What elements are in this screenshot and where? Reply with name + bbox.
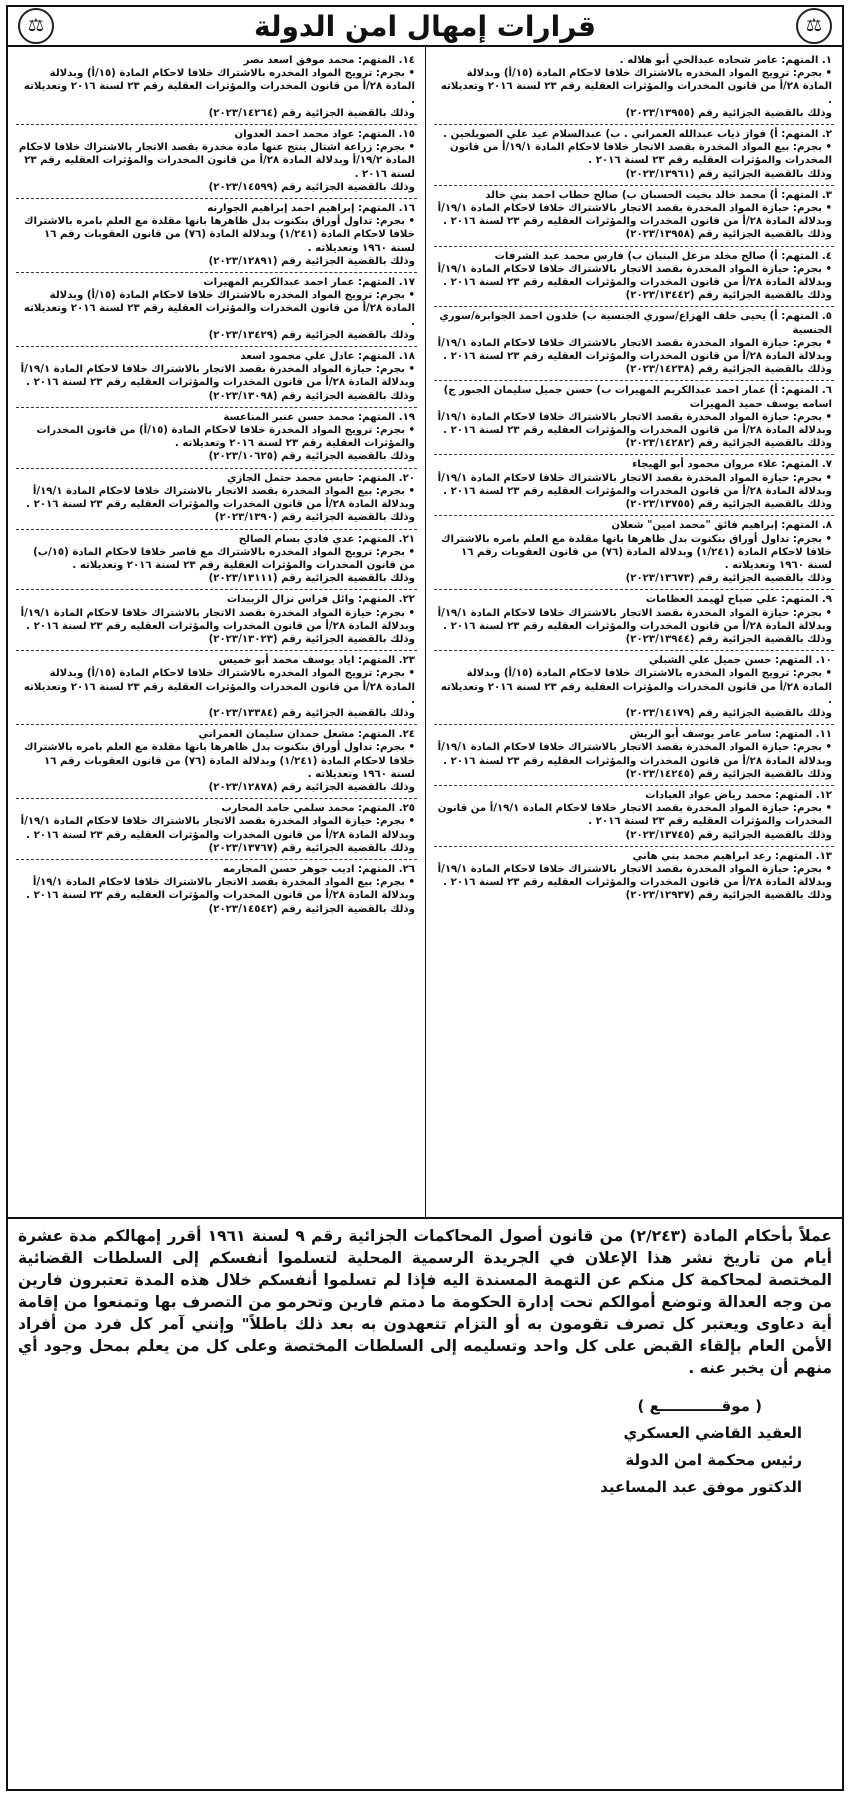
defendant-name: ١٥. المتهم: عواد محمد احمد العدوان [234, 129, 415, 141]
charge-text: • بجرم: ترويج المواد المخدره بالاشتراك خلافا لاحكام المادة (١٥/أ) وبدلالة المادة ٢٨/أ من قانون المخدرات والمؤثرات العقلية رقم ٢٣ لسنة ٢٠١٦ وتعديلاته . [23, 68, 415, 106]
defendant-name: ١٠. المتهم: حسن جميل علي الشبلي [648, 655, 832, 667]
case-number: وذلك بالقضية الجزائية رقم (٢٠٢٣/١٤٥٩٩) [208, 181, 415, 193]
announcement-page [6, 5, 844, 1791]
decision-entry [434, 847, 834, 907]
case-number: وذلك بالقضية الجزائية رقم (٢٠٢٣/١٣٧٥٥) [625, 499, 832, 511]
header-bar [8, 7, 842, 47]
defendant-name: ١٨. المتهم: عادل علي محمود اسعد [240, 351, 415, 363]
case-number: وذلك بالقضية الجزائية رقم (٢٠٢٣/١٣٩٠) [214, 512, 415, 524]
charge-text: • بجرم: حيازة المواد المخدرة بقصد الاتجار بالاشتراك خلافا لاحكام المادة ١٩/١/أ وبدلالة المادة ٢٨/أ من قانون المخدرات والمؤثرات العقليه رقم ٢٣ لسنة ٢٠١٦ . [437, 863, 832, 889]
charge-text: • بجرم: حيازة المواد المخدرة بقصد الاتجار بالاشتراك خلافا لاحكام المادة ١٩/١/أ وبدلالة المادة ٢٨/أ من قانون المخدرات والمؤثرات العقليه رقم ٢٣ لسنة ٢٠١٦ . [437, 411, 832, 437]
decision-entry [16, 347, 417, 408]
case-number: وذلك بالقضية الجزائية رقم (٢٠٢٣/١٣١١١) [208, 573, 415, 585]
decision-entry [16, 469, 417, 530]
decision-entry [16, 799, 417, 860]
court-emblem-icon: ⚖ [18, 8, 54, 44]
case-number: وذلك بالقضية الجزائية رقم (٢٠٢٣/١٤٢٨٢) [625, 438, 832, 450]
notice-section [8, 1219, 842, 1501]
case-number: وذلك بالقضية الجزائية رقم (٢٠٢٣/١٣٩٦١) [625, 168, 832, 180]
decision-entry [16, 725, 417, 799]
charge-text: • بجرم: ترويج المواد المخدرة خلافا لاحكام المادة (١٥/أ) من قانون المخدرات والمؤثرات العقلية رقم ٢٣ لسنة ٢٠١٦ وتعديلاته . [36, 425, 415, 450]
left-column [8, 47, 425, 1217]
case-number: وذلك بالقضية الجزائية رقم (٢٠٢٣/١٤٢٤٥) [625, 768, 832, 780]
defendant-name: ١٦. المتهم: إبراهيم احمد إبراهيم الجوارنه [207, 203, 415, 215]
charge-text: • بجرم: ترويج المواد المخدره بالاشتراك مع قاصر خلافا لاحكام المادة (١٥/ب) من قانون المخدرات والمؤثرات العقلية رقم ٢٣ لسنة ٢٠١٦ وتعديلاته . [33, 546, 415, 571]
signatory-rank: العقيد القاضي العسكري [623, 1424, 802, 1442]
charge-text: • بجرم: حيازة المواد المخدرة بقصد الاتجار بالاشتراك خلافا لاحكام المادة ١٩/١/أ وبدلالة المادة ٢٨/أ من قانون المخدرات والمؤثرات العقليه رقم ٢٣ لسنة ٢٠١٦ . [437, 742, 832, 767]
defendant-name: ٢٠. المتهم: حابس محمد حتمل الجازي [226, 472, 415, 484]
decision-entry [16, 51, 417, 125]
defendant-name: ٥. المتهم: أ) يحيى خلف الهزاع/سوري الجنسية ب) خلدون احمد الجوابرة/سوري الجنسية [439, 311, 832, 336]
signature-block [18, 1393, 832, 1501]
charge-text: • بجرم: حيازة المواد المخدرة بقصد الاتجار بالاشتراك خلافا لاحكام المادة ١٩/١/أ وبدلالة المادة ٢٨/أ من قانون المخدرات والمؤثرات العقليه رقم ٢٣ لسنة ٢٠١٦ . [437, 607, 832, 632]
charge-text: • بجرم: زراعة اشتال ينتج عنها مادة مخدرة بقصد الاتجار بالاشتراك خلافا لاحكام المادة ١٩/٢/أ وبدلالة المادة ٢٨/أ من قانون المخدرات والمؤثرات العقليه رقم ٢٣ لسنة ٢٠١٦ . [18, 142, 415, 180]
defendant-name: ٤. المتهم: أ) صالح مخلد مزعل البنيان ب) فارس محمد عبد الشرفات [494, 250, 832, 262]
defendant-name: ١٩. المتهم: محمد حسن عنبر المناعسة [223, 411, 415, 423]
defendant-name: ٧. المتهم: علاء مروان محمود أبو الهيجاء [632, 459, 832, 471]
case-number: وذلك بالقضية الجزائية رقم (٢٠٢٣/١٣٧٦٧) [208, 842, 415, 854]
case-number: وذلك بالقضية الجزائية رقم (٢٠٢٣/١٢٨٧٨) [208, 781, 415, 793]
defendant-name: ٢٣. المتهم: اياد يوسف محمد أبو خميس [218, 655, 415, 667]
defendant-name: ١١. المتهم: سامر عامر يوسف أبو الريش [629, 729, 832, 741]
decision-entry [434, 455, 834, 516]
defendant-name: ١٧. المتهم: عمار احمد عبدالكريم المهيرات [203, 277, 415, 289]
case-number: وذلك بالقضية الجزائية رقم (٢٠٢٣/١٣٧٤٥) [625, 829, 832, 841]
decision-entry [434, 247, 834, 308]
case-number: وذلك بالقضية الجزائية رقم (٢٠٢٣/١٣٩٥٥) [625, 107, 832, 119]
charge-text: • بجرم: حيازة المواد المخدرة بقصد الاتجار بالاشتراك خلافا لاحكام المادة ١٩/١/أ وبدلالة المادة ٢٨/أ من قانون المخدرات والمؤثرات العقليه رقم ٢٣ لسنة ٢٠١٦ . [20, 607, 415, 632]
decision-entry [434, 516, 834, 590]
notice-text: عملاً بأحكام المادة (٢/٢٤٣) من قانون أصول المحاكمات الجزائية رقم ٩ لسنة ١٩٦١ أقرر إمهالكم مدة عشرة أيام من تاريخ نشر هذا الإعلان في الجريدة الرسمية المحلية لتسلموا أنفسكم إلى السلطات القضائية المختصة لمحاكمة كل منكم عن التهمة المسندة اليه فإذا لم تسلموا أنفسكم خلال هذه المدة تعتبرون فارين من وجه العدالة وتوضع أموالكم تحت إدارة الحكومة ما دمتم فارين وتحرمو من التصرف بها وتمنعوا من إقامة أية دعاوى ويعتبر كل تصرف تقومون به أو التزام تتعهدون به بعد ذلك باطلاً" وإنني آمر كل فرد من أفراد الأمن العام بإلقاء القبض على كل واحد وتسليمه إلى السلطات المختصة وعلى كل من يعلم بمحل وجود أي منهم أن يخبر عنه . [18, 1227, 832, 1377]
defendant-name: ١٢. المتهم: محمد رياض عواد العيادات [645, 789, 832, 801]
defendant-name: ١٤. المتهم: محمد موفق اسعد نصر [243, 55, 415, 66]
case-number: وذلك بالقضية الجزائية رقم (٢٠٢٣/١٤٢٦٤) [208, 107, 415, 119]
defendant-name: ٢. المتهم: أ) فواز ذياب عبدالله العمراني . ب) عبدالسلام عيد علي الصويلحين . [443, 129, 832, 141]
charge-text: • بجرم: حيازة المواد المخدرة بقصد الاتجار بالاشتراك خلافا لاحكام المادة ١٩/١/أ وبدلالة المادة ٢٨/أ من قانون المخدرات والمؤثرات العقليه رقم ٢٣ لسنة ٢٠١٦ . [437, 337, 832, 363]
decision-entry [434, 651, 834, 725]
charge-text: • بجرم: بيع المواد المخدرة بقصد الاتجار خلافا لاحكام المادة ١٩/١/أ من قانون المخدرات والمؤثرات العقليه رقم ٢٣ لسنة ٢٠١٦ . [450, 142, 832, 167]
defendant-name: ١. المتهم: عامر شحاده عبدالحي أبو هلاله . [619, 55, 832, 66]
defendant-name: ٨. المتهم: إبراهيم فائق "محمد امين" شعلان [611, 520, 832, 532]
decision-entry [434, 125, 834, 186]
decision-entry [434, 307, 834, 381]
signatory-position: رئيس محكمة امن الدولة [625, 1451, 802, 1469]
decision-entry [434, 381, 834, 455]
charge-text: • بجرم: حيازة المواد المخدرة بقصد الاتجار بالاشتراك خلافا لاحكام المادة ١٩/١/أ وبدلالة المادة ٢٨/أ من قانون المخدرات والمؤثرات العقليه رقم ٢٣ لسنة ٢٠١٦ . [20, 364, 415, 389]
decisions-columns [8, 47, 842, 1219]
charge-text: • بجرم: ترويج المواد المخدره بالاشتراك خلافا لاحكام المادة (١٥/أ) وبدلالة المادة ٢٨/أ من قانون المخدرات والمؤثرات العقلية رقم ٢٣ لسنة ٢٠١٦ وتعديلاته . [23, 290, 415, 328]
case-number: وذلك بالقضية الجزائية رقم (٢٠٢٣/١٣٣٨٤) [208, 707, 415, 719]
decision-entry [16, 530, 417, 591]
charge-text: • بجرم: ترويج المواد المخدره بالاشتراك خلافا لاحكام المادة (١٥/أ) وبدلالة المادة ٢٨/أ من قانون المخدرات والمؤثرات العقلية رقم ٢٣ لسنة ٢٠١٦ وتعديلاته . [440, 68, 832, 106]
case-number: وذلك بالقضية الجزائية رقم (٢٠٢٣/١٣٩٥٨) [625, 229, 832, 241]
case-number: وذلك بالقضية الجزائية رقم (٢٠٢٣/١٣٦٧٣) [625, 573, 832, 585]
defendant-name: ٢١. المتهم: عدي فادي بسام الصالح [238, 533, 415, 545]
charge-text: • بجرم: حيازة المواد المخدرة بقصد الاتجار بالاشتراك خلافا لاحكام المادة ١٩/١/أ وبدلالة المادة ٢٨/أ من قانون المخدرات والمؤثرات العقليه رقم ٢٣ لسنة ٢٠١٦ . [437, 263, 832, 289]
decision-entry [16, 651, 417, 725]
defendant-name: ٢٥. المتهم: محمد سلمي حامد المحارب [221, 803, 415, 815]
case-number: وذلك بالقضية الجزائية رقم (٢٠٢٣/١٢٨٩١) [208, 255, 415, 267]
decision-entry [16, 408, 417, 469]
defendant-name: ٣. المتهم: أ) محمد خالد بخيت الحسبان ب) صالح حطاب احمد بني خالد [485, 189, 832, 201]
case-number: وذلك بالقضية الجزائية رقم (٢٠٢٣/١٤٢٣٨) [625, 364, 832, 376]
decision-entry [16, 590, 417, 651]
defendant-name: ٢٢. المتهم: وائل فراس نزال الزبيدات [226, 594, 415, 606]
defendant-name: ٩. المتهم: علي صياح لهيمد العظامات [645, 594, 832, 606]
defendant-name: ١٣. المتهم: رعد ابراهيم محمد بني هاني [632, 850, 832, 862]
right-column [425, 47, 842, 1217]
charge-text: • بجرم: حيازة المواد المخدرة بقصد الاتجار خلافا لاحكام المادة ١٩/١/أ من قانون المخدرات والمؤثرات العقليه رقم ٢٣ لسنة ٢٠١٦ . [437, 803, 832, 828]
charge-text: • بجرم: بيع المواد المخدرة بقصد الاتجار بالاشتراك خلافا لاحكام المادة ١٩/١/أ وبدلالة المادة ٢٨/أ من قانون المخدرات والمؤثرات العقليه رقم ٢٣ لسنة ٢٠١٦ . [26, 877, 415, 902]
decision-entry [16, 125, 417, 199]
defendant-name: ٦. المتهم: أ) عمار احمد عبدالكريم المهيرات ب) حسن جميل سليمان الجبور ج) اسامه يوسف حميد المهيرات [443, 385, 832, 410]
decision-entry [16, 273, 417, 347]
decision-entry [16, 860, 417, 920]
case-number: وذلك بالقضية الجزائية رقم (٢٠٢٣/١٤٥٤٢) [208, 903, 415, 915]
case-number: وذلك بالقضية الجزائية رقم (٢٠٢٣/١٤١٧٩) [625, 707, 832, 719]
decision-entry [434, 786, 834, 847]
case-number: وذلك بالقضية الجزائية رقم (٢٠٢٣/١٣٤٢٩) [208, 329, 415, 341]
charge-text: • بجرم: حيازة المواد المخدرة بقصد الاتجار بالاشتراك خلافا لاحكام المادة ١٩/١/أ وبدلالة المادة ٢٨/أ من قانون المخدرات والمؤثرات العقليه رقم ٢٣ لسنة ٢٠١٦ . [437, 203, 832, 228]
decision-entry [434, 590, 834, 651]
charge-text: • بجرم: تداول أوراق بنكنوت بدل ظاهرها بانها مقلدة مع العلم بامره بالاشتراك خلافا لاحكام المادة (١/٢٤١) وبدلالة المادة (٧٦) من قانون العقوبات رقم ١٦ لسنة ١٩٦٠ وتعديلاته . [441, 533, 832, 571]
decision-entry [434, 186, 834, 247]
decision-entry [434, 51, 834, 125]
page-title: قرارات إمهال امن الدولة [254, 9, 596, 43]
decision-entry [434, 725, 834, 786]
charge-text: • بجرم: ترويج المواد المخدره بالاشتراك خلافا لاحكام المادة (١٥/أ) وبدلالة المادة ٢٨/أ من قانون المخدرات والمؤثرات العقلية رقم ٢٣ لسنة ٢٠١٦ وتعديلاته . [440, 668, 832, 706]
case-number: وذلك بالقضية الجزائية رقم (٢٠٢٣/١٣٠٩٨) [208, 390, 415, 402]
court-emblem-icon: ⚖ [796, 8, 832, 44]
signature-mark: ( موقــــــــــــع ) [637, 1397, 762, 1415]
case-number: وذلك بالقضية الجزائية رقم (٢٠٢٣/١٣٤٤٢) [625, 290, 832, 302]
case-number: وذلك بالقضية الجزائية رقم (٢٠٢٣/١٢٩٣٧) [625, 890, 832, 902]
defendant-name: ٢٤. المتهم: مشعل حمدان سليمان العمراني [198, 729, 415, 741]
charge-text: • بجرم: حيازة المواد المخدرة بقصد الاتجار بالاشتراك خلافا لاحكام المادة ١٩/١/أ وبدلالة المادة ٢٨/أ من قانون المخدرات والمؤثرات العقليه رقم ٢٣ لسنة ٢٠١٦ . [20, 816, 415, 841]
charge-text: • بجرم: تداول أوراق بنكنوت بدل ظاهرها بانها مقلدة مع العلم بامره بالاشتراك خلافا لاحكام المادة (١/٢٤١) وبدلالة المادة (٧٦) من قانون العقوبات رقم ١٦ لسنة ١٩٦٠ وتعديلاته . [24, 742, 415, 780]
charge-text: • بجرم: تداول أوراق بنكنوت بدل ظاهرها بانها مقلدة مع العلم بامره بالاشتراك خلافا لاحكام المادة (١/٢٤١) وبدلالة المادة (٧٦) من قانون العقوبات رقم ١٦ لسنة ١٩٦٠ وتعديلاته . [24, 216, 415, 254]
charge-text: • بجرم: حيازة المواد المخدرة بقصد الاتجار بالاشتراك خلافا لاحكام المادة ١٩/١/أ وبدلالة المادة ٢٨/أ من قانون المخدرات والمؤثرات العقليه رقم ٢٣ لسنة ٢٠١٦ . [437, 472, 832, 497]
charge-text: • بجرم: بيع المواد المخدرة بقصد الاتجار بالاشتراك خلافا لاحكام المادة ١٩/١/أ وبدلالة المادة ٢٨/أ من قانون المخدرات والمؤثرات العقليه رقم ٢٣ لسنة ٢٠١٦ . [26, 485, 415, 511]
case-number: وذلك بالقضية الجزائية رقم (٢٠٢٣/١٣٩٤٤) [625, 633, 832, 645]
case-number: وذلك بالقضية الجزائية رقم (٢٠٢٣/١٣٠٢٣) [208, 633, 415, 645]
decision-entry [16, 199, 417, 273]
defendant-name: ٢٦. المتهم: اديب جوهر حسن المجارمه [222, 863, 415, 875]
signatory-name: الدكتور موفق عبد المساعيد [600, 1478, 802, 1496]
charge-text: • بجرم: ترويج المواد المخدره بالاشتراك خلافا لاحكام المادة (١٥/أ) وبدلالة المادة ٢٨/أ من قانون المخدرات والمؤثرات العقلية رقم ٢٣ لسنة ٢٠١٦ وتعديلاته . [23, 668, 415, 706]
case-number: وذلك بالقضية الجزائية رقم (٢٠٢٣/١٠٦٢٥) [208, 451, 415, 463]
